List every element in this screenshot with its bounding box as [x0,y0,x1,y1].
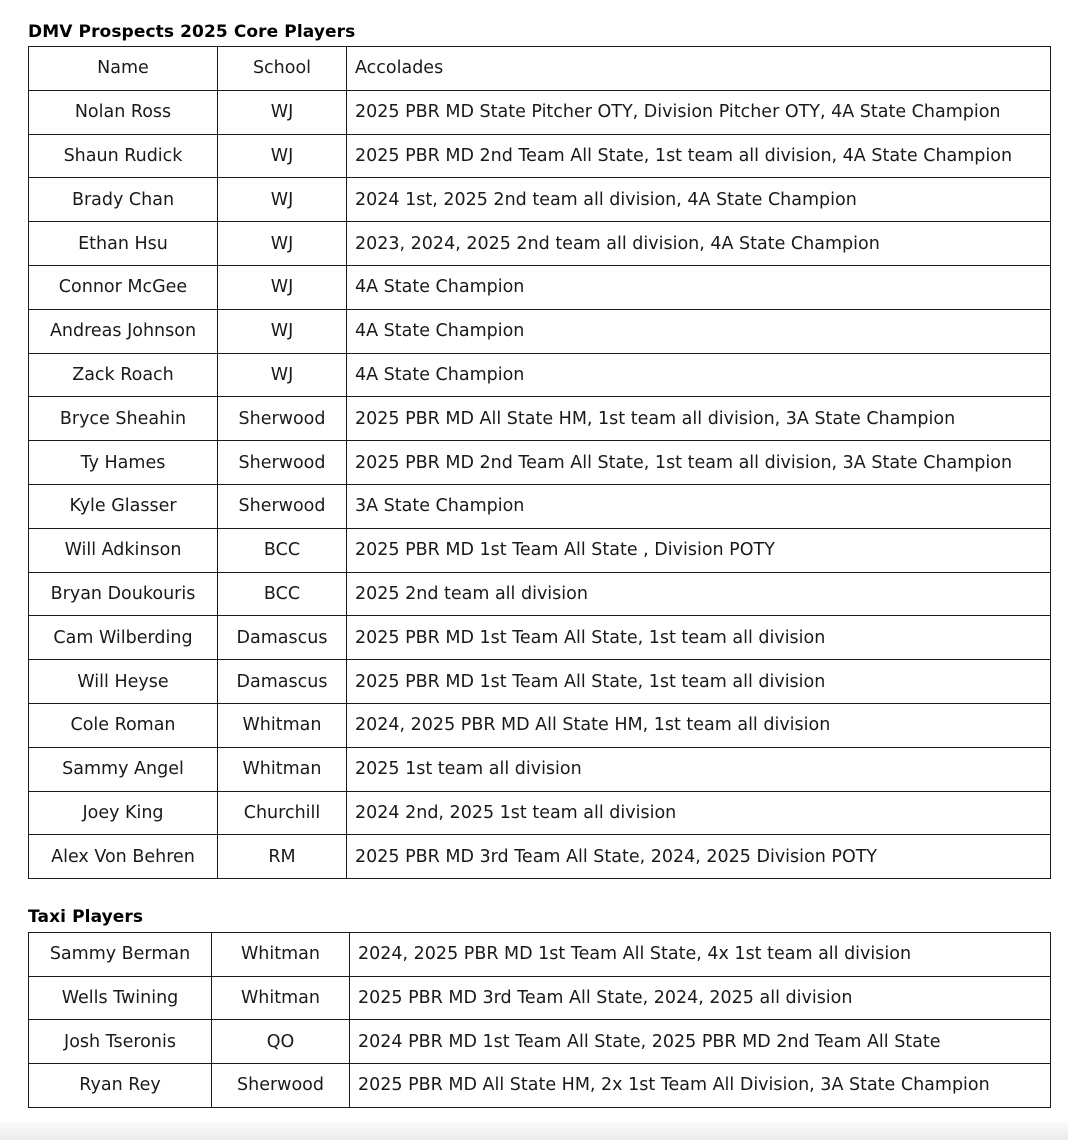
bottom-edge-shadow [0,1122,1068,1140]
player-accolades-cell: 2025 PBR MD 2nd Team All State, 1st team all division, 3A State Champion [347,441,1051,485]
player-name-cell: Alex Von Behren [29,835,218,879]
player-accolades-cell: 2025 PBR MD 3rd Team All State, 2024, 2025 all division [350,976,1051,1020]
player-name-cell: Sammy Berman [29,933,212,977]
player-school-cell: WJ [218,178,347,222]
player-name-cell: Bryce Sheahin [29,397,218,441]
player-school-cell: Sherwood [212,1064,350,1108]
player-accolades-cell: 2025 PBR MD State Pitcher OTY, Division Pitcher OTY, 4A State Champion [347,90,1051,134]
player-accolades-cell: 2024 PBR MD 1st Team All State, 2025 PBR MD 2nd Team All State [350,1020,1051,1064]
player-school-cell: WJ [218,90,347,134]
player-accolades-cell: 2025 PBR MD All State HM, 2x 1st Team All Division, 3A State Champion [350,1064,1051,1108]
player-school-cell: BCC [218,572,347,616]
table-row [29,397,1051,441]
player-accolades-cell: 3A State Champion [347,484,1051,528]
player-name-cell: Nolan Ross [29,90,218,134]
player-accolades-cell: 2024 2nd, 2025 1st team all division [347,791,1051,835]
table-header-row [29,47,1051,91]
player-accolades-cell: 2024, 2025 PBR MD 1st Team All State, 4x 1st team all division [350,933,1051,977]
player-school-cell: QO [212,1020,350,1064]
player-accolades-cell: 2025 PBR MD 2nd Team All State, 1st team all division, 4A State Champion [347,134,1051,178]
table-row [29,353,1051,397]
player-name-cell: Wells Twining [29,976,212,1020]
player-accolades-cell: 2025 PBR MD 3rd Team All State, 2024, 2025 Division POTY [347,835,1051,879]
table-row [29,90,1051,134]
player-school-cell: Whitman [212,933,350,977]
player-name-cell: Ethan Hsu [29,222,218,266]
table-row [29,265,1051,309]
table-row [29,933,1051,977]
table-row [29,976,1051,1020]
player-name-cell: Cam Wilberding [29,616,218,660]
player-accolades-cell: 2025 1st team all division [347,747,1051,791]
player-name-cell: Will Heyse [29,660,218,704]
player-name-cell: Shaun Rudick [29,134,218,178]
player-school-cell: WJ [218,134,347,178]
player-school-cell: Churchill [218,791,347,835]
school-column-header: School [218,47,347,91]
player-accolades-cell: 2024 1st, 2025 2nd team all division, 4A State Champion [347,178,1051,222]
table-row [29,178,1051,222]
table-row [29,747,1051,791]
player-accolades-cell: 4A State Champion [347,309,1051,353]
player-name-cell: Cole Roman [29,703,218,747]
player-school-cell: WJ [218,353,347,397]
player-name-cell: Andreas Johnson [29,309,218,353]
player-accolades-cell: 2025 PBR MD All State HM, 1st team all division, 3A State Champion [347,397,1051,441]
table-row [29,791,1051,835]
player-school-cell: Sherwood [218,441,347,485]
player-name-cell: Ty Hames [29,441,218,485]
player-school-cell: Whitman [212,976,350,1020]
table-row [29,441,1051,485]
taxi-players-table [28,932,1051,1108]
player-name-cell: Zack Roach [29,353,218,397]
player-school-cell: BCC [218,528,347,572]
player-school-cell: Sherwood [218,397,347,441]
player-school-cell: WJ [218,222,347,266]
player-name-cell: Brady Chan [29,178,218,222]
player-school-cell: Whitman [218,747,347,791]
table-row [29,703,1051,747]
table-row [29,309,1051,353]
core-players-table [28,46,1051,879]
player-school-cell: RM [218,835,347,879]
player-name-cell: Ryan Rey [29,1064,212,1108]
player-name-cell: Sammy Angel [29,747,218,791]
player-accolades-cell: 2024, 2025 PBR MD All State HM, 1st team all division [347,703,1051,747]
player-school-cell: WJ [218,265,347,309]
table-row [29,1064,1051,1108]
player-school-cell: WJ [218,309,347,353]
player-accolades-cell: 2025 2nd team all division [347,572,1051,616]
player-school-cell: Damascus [218,660,347,704]
table-row [29,616,1051,660]
player-name-cell: Joey King [29,791,218,835]
table-row [29,572,1051,616]
player-school-cell: Sherwood [218,484,347,528]
table-row [29,660,1051,704]
table-row [29,222,1051,266]
accolades-column-header: Accolades [347,47,1051,91]
player-name-cell: Connor McGee [29,265,218,309]
table-row [29,528,1051,572]
player-name-cell: Josh Tseronis [29,1020,212,1064]
player-name-cell: Kyle Glasser [29,484,218,528]
player-name-cell: Bryan Doukouris [29,572,218,616]
player-accolades-cell: 4A State Champion [347,353,1051,397]
player-accolades-cell: 2023, 2024, 2025 2nd team all division, 4A State Champion [347,222,1051,266]
table-row [29,835,1051,879]
player-accolades-cell: 2025 PBR MD 1st Team All State , Division POTY [347,528,1051,572]
player-name-cell: Will Adkinson [29,528,218,572]
table-row [29,1020,1051,1064]
name-column-header: Name [29,47,218,91]
table-row [29,484,1051,528]
player-accolades-cell: 4A State Champion [347,265,1051,309]
table-row [29,134,1051,178]
player-school-cell: Damascus [218,616,347,660]
player-accolades-cell: 2025 PBR MD 1st Team All State, 1st team all division [347,660,1051,704]
taxi-players-title: Taxi Players [28,907,144,927]
player-accolades-cell: 2025 PBR MD 1st Team All State, 1st team all division [347,616,1051,660]
player-school-cell: Whitman [218,703,347,747]
core-players-title: DMV Prospects 2025 Core Players [28,22,356,42]
